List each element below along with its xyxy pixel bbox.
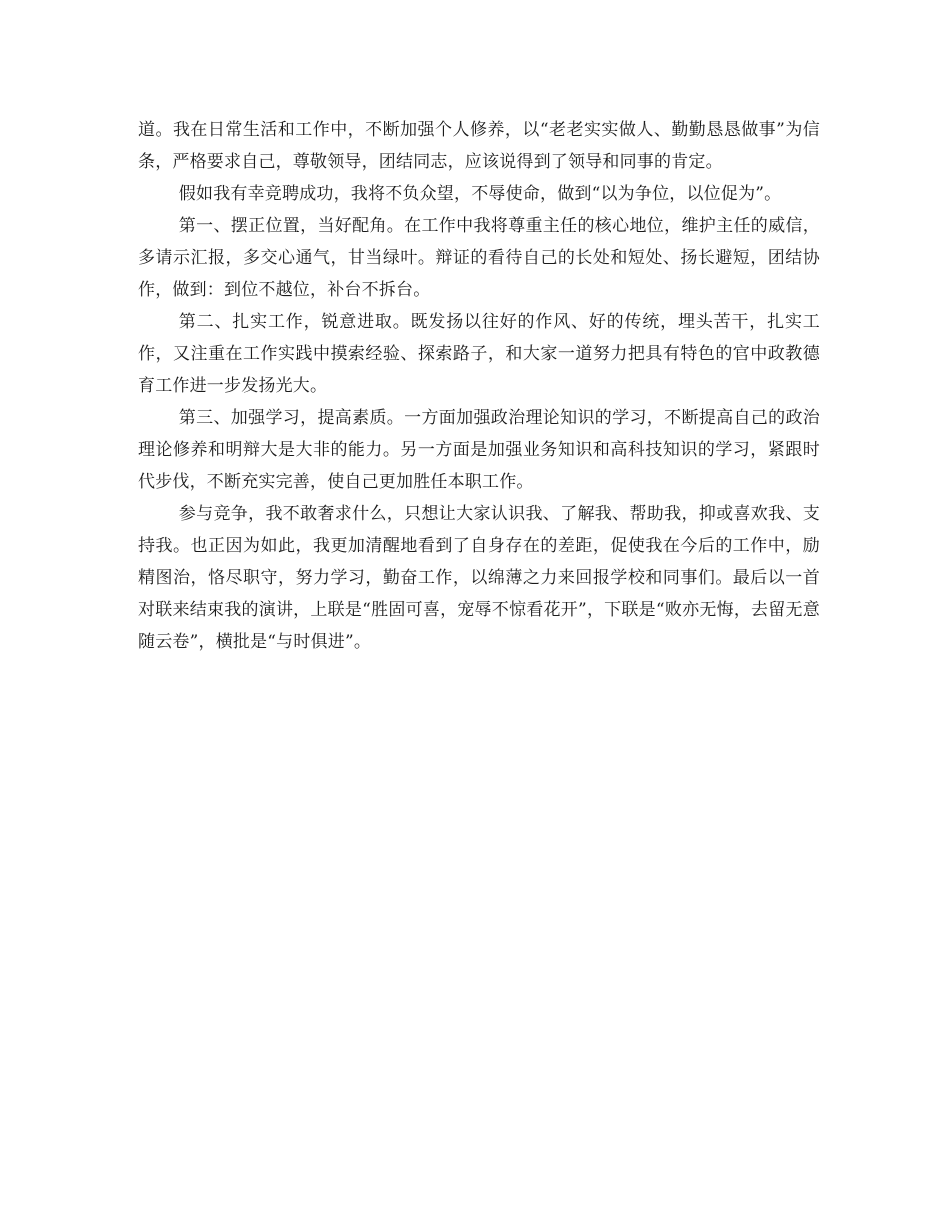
paragraph-point-three: 第三、加强学习，提高素质。一方面加强政治理论知识的学习，不断提高自己的政治理论修养和明辩大是大非的能力。另一方面是加强业务知识和高科技知识的学习，紧跟时代步伐，不断充实完善，使自己更加胜任本职工作。 (138, 408, 820, 492)
paragraph-closing: 参与竞争，我不敢奢求什么，只想让大家认识我、了解我、帮助我，抑或喜欢我、支持我。也正因为如此，我更加清醒地看到了自身存在的差距，促使我在今后的工作中，励精图治，恪尽职守，努力学习，勤奋工作，以绵薄之力来回报学校和同事们。最后以一首对联来结束我的演讲，上联是“胜固可喜，宠辱不惊看花开”，下联是“败亦无悔，去留无意随云卷”，横批是“与时俱进”。 (138, 504, 820, 652)
paragraph-intent: 假如我有幸竞聘成功，我将不负众望，不辱使命，做到“以为争位，以位促为”。 (178, 184, 782, 204)
paragraph-continuation: 道。我在日常生活和工作中，不断加强个人修养，以“老老实实做人、勤勤恳恳做事”为信条，严格要求自己，尊敬领导，团结同志，应该说得到了领导和同事的肯定。 (138, 120, 820, 172)
paragraph-point-one: 第一、摆正位置，当好配角。在工作中我将尊重主任的核心地位，维护主任的威信，多请示汇报，多交心通气，甘当绿叶。辩证的看待自己的长处和短处、扬长避短，团结协作，做到：到位不越位，补台不拆台。 (138, 216, 820, 300)
paragraph-point-two: 第二、扎实工作，锐意进取。既发扬以往好的作风、好的传统，埋头苦干，扎实工作，又注重在工作实践中摸索经验、探索路子，和大家一道努力把具有特色的官中政教德育工作进一步发扬光大。 (138, 312, 820, 396)
document-body (138, 114, 820, 658)
